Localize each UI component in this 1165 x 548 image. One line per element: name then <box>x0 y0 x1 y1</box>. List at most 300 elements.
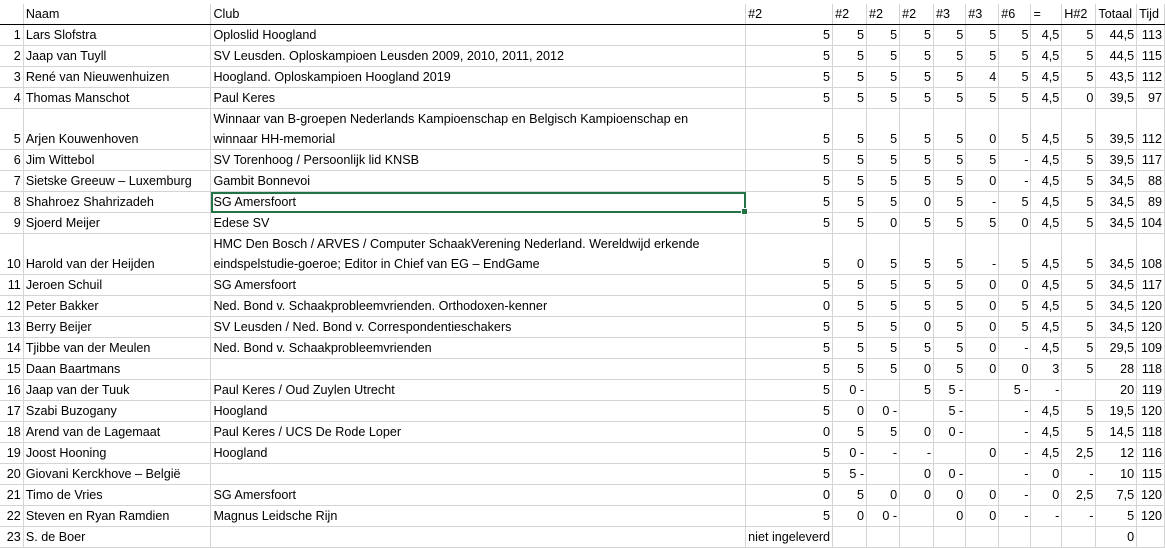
club-cell[interactable] <box>211 380 746 401</box>
score-cell[interactable]: 5 <box>867 171 900 192</box>
score-cell[interactable]: 5 <box>999 192 1031 213</box>
score-cell[interactable]: 5 <box>833 359 867 380</box>
score-cell[interactable]: 5 <box>833 275 867 296</box>
score-cell[interactable]: 117 <box>1137 150 1165 171</box>
score-cell[interactable]: 108 <box>1137 234 1165 275</box>
score-cell[interactable] <box>1031 527 1062 548</box>
score-cell[interactable]: 5 <box>1062 359 1096 380</box>
score-cell[interactable] <box>1062 380 1096 401</box>
row-number[interactable]: 20 <box>0 464 23 485</box>
score-cell[interactable]: 5 <box>746 275 833 296</box>
score-cell[interactable]: 5 <box>934 317 966 338</box>
club-cell[interactable] <box>211 464 746 485</box>
score-cell[interactable]: 5 <box>833 338 867 359</box>
club-cell[interactable] <box>211 485 746 506</box>
score-cell[interactable]: 5 <box>746 359 833 380</box>
score-cell[interactable] <box>966 422 999 443</box>
row-number[interactable]: 14 <box>0 338 23 359</box>
score-cell[interactable]: 5 <box>1062 25 1096 46</box>
name-cell[interactable]: Daan Baartmans <box>23 359 211 380</box>
club-cell[interactable] <box>211 317 746 338</box>
name-cell[interactable]: Giovani Kerckhove – België <box>23 464 211 485</box>
score-cell[interactable]: 0 - <box>867 506 900 527</box>
score-cell[interactable]: 5 <box>833 67 867 88</box>
score-cell[interactable]: 5 <box>1062 46 1096 67</box>
score-cell[interactable]: 2,5 <box>1062 485 1096 506</box>
club-cell[interactable] <box>211 527 746 548</box>
score-cell[interactable]: 0 <box>867 485 900 506</box>
score-cell[interactable]: 0 <box>900 464 934 485</box>
name-cell[interactable]: Lars Slofstra <box>23 25 211 46</box>
row-number[interactable]: 10 <box>0 234 23 275</box>
score-cell[interactable]: 34,5 <box>1096 275 1137 296</box>
score-cell[interactable]: 5 <box>1062 234 1096 275</box>
score-cell[interactable]: 2,5 <box>1062 443 1096 464</box>
row-number[interactable]: 4 <box>0 88 23 109</box>
score-cell[interactable]: 5 <box>1062 109 1096 150</box>
score-cell[interactable]: 5 <box>746 213 833 234</box>
score-cell[interactable]: 4,5 <box>1031 109 1062 150</box>
score-cell[interactable]: 5 <box>867 234 900 275</box>
score-cell[interactable]: 5 <box>746 67 833 88</box>
score-cell[interactable]: 5 <box>867 422 900 443</box>
score-cell[interactable] <box>1137 527 1165 548</box>
score-cell[interactable] <box>966 527 999 548</box>
club-cell[interactable] <box>211 192 746 213</box>
score-cell[interactable]: 5 - <box>833 464 867 485</box>
score-cell[interactable]: 0 <box>966 275 999 296</box>
score-cell[interactable]: 5 <box>1062 275 1096 296</box>
score-cell[interactable] <box>867 380 900 401</box>
score-cell[interactable]: 0 <box>900 485 934 506</box>
score-cell[interactable]: 0 <box>934 506 966 527</box>
score-cell[interactable]: 5 <box>746 25 833 46</box>
score-cell[interactable]: - <box>867 443 900 464</box>
score-cell[interactable]: 5 <box>934 234 966 275</box>
club-cell[interactable] <box>211 88 746 109</box>
score-cell[interactable]: 5 <box>999 234 1031 275</box>
score-cell[interactable]: 5 <box>867 317 900 338</box>
score-cell[interactable]: 0 - <box>934 422 966 443</box>
score-cell[interactable]: 5 <box>833 213 867 234</box>
row-number[interactable]: 6 <box>0 150 23 171</box>
score-cell[interactable]: 0 - <box>934 464 966 485</box>
row-number[interactable]: 22 <box>0 506 23 527</box>
score-cell[interactable]: 28 <box>1096 359 1137 380</box>
score-cell[interactable]: 5 <box>1062 422 1096 443</box>
club-cell[interactable] <box>211 443 746 464</box>
score-cell[interactable]: - <box>999 485 1031 506</box>
score-cell[interactable]: 118 <box>1137 422 1165 443</box>
score-cell[interactable]: 4,5 <box>1031 317 1062 338</box>
score-cell[interactable] <box>900 527 934 548</box>
row-number[interactable]: 19 <box>0 443 23 464</box>
score-cell[interactable]: 5 <box>833 422 867 443</box>
score-cell[interactable]: 0 <box>833 234 867 275</box>
club-cell[interactable] <box>211 25 746 46</box>
score-cell[interactable]: 5 <box>966 25 999 46</box>
score-cell[interactable]: 4,5 <box>1031 422 1062 443</box>
score-cell[interactable]: 5 <box>966 88 999 109</box>
club-cell[interactable] <box>211 171 746 192</box>
score-cell[interactable]: 5 <box>867 109 900 150</box>
row-number[interactable]: 12 <box>0 296 23 317</box>
score-cell[interactable]: 5 <box>900 296 934 317</box>
club-cell[interactable] <box>211 213 746 234</box>
score-cell[interactable]: 0 <box>746 422 833 443</box>
score-cell[interactable]: 43,5 <box>1096 67 1137 88</box>
score-cell[interactable]: 5 <box>966 150 999 171</box>
score-cell[interactable]: 5 <box>966 213 999 234</box>
club-cell[interactable] <box>211 401 746 422</box>
score-cell[interactable]: 5 <box>746 46 833 67</box>
name-cell[interactable]: Jaap van der Tuuk <box>23 380 211 401</box>
name-cell[interactable]: Sjoerd Meijer <box>23 213 211 234</box>
score-cell[interactable] <box>966 380 999 401</box>
score-cell[interactable]: 5 <box>900 25 934 46</box>
score-cell[interactable]: 5 <box>867 67 900 88</box>
column-header[interactable]: #2 <box>867 4 900 25</box>
score-cell[interactable]: 5 <box>966 46 999 67</box>
score-cell[interactable]: - <box>1031 506 1062 527</box>
score-cell[interactable]: 34,5 <box>1096 171 1137 192</box>
score-cell[interactable]: 29,5 <box>1096 338 1137 359</box>
score-cell[interactable]: 3 <box>1031 359 1062 380</box>
score-cell[interactable]: 118 <box>1137 359 1165 380</box>
score-cell[interactable]: 5 <box>999 67 1031 88</box>
score-cell[interactable]: 0 <box>966 506 999 527</box>
score-cell[interactable]: 5 <box>746 192 833 213</box>
score-cell[interactable]: 5 <box>867 359 900 380</box>
score-cell[interactable]: 5 <box>900 171 934 192</box>
score-cell[interactable]: 5 - <box>934 401 966 422</box>
score-cell[interactable]: - <box>999 506 1031 527</box>
row-number[interactable]: 1 <box>0 25 23 46</box>
row-number[interactable]: 5 <box>0 109 23 150</box>
column-header[interactable]: #2 <box>833 4 867 25</box>
club-cell[interactable] <box>211 506 746 527</box>
score-cell[interactable]: 5 <box>1062 171 1096 192</box>
row-number[interactable]: 21 <box>0 485 23 506</box>
score-cell[interactable]: 0 <box>966 296 999 317</box>
score-cell[interactable] <box>900 401 934 422</box>
score-cell[interactable]: 120 <box>1137 401 1165 422</box>
score-cell[interactable]: 88 <box>1137 171 1165 192</box>
score-cell[interactable]: 5 <box>833 192 867 213</box>
name-cell[interactable]: Thomas Manschot <box>23 88 211 109</box>
club-cell[interactable] <box>211 67 746 88</box>
score-cell[interactable]: 0 <box>999 275 1031 296</box>
club-cell[interactable] <box>211 234 746 275</box>
score-cell[interactable]: 5 <box>746 88 833 109</box>
name-cell[interactable]: Timo de Vries <box>23 485 211 506</box>
club-cell[interactable] <box>211 46 746 67</box>
club-cell[interactable] <box>211 109 746 150</box>
name-cell[interactable]: René van Nieuwenhuizen <box>23 67 211 88</box>
score-cell[interactable]: 5 <box>746 150 833 171</box>
score-cell[interactable]: 5 <box>1062 338 1096 359</box>
score-cell[interactable]: 113 <box>1137 25 1165 46</box>
score-cell[interactable]: 5 <box>867 192 900 213</box>
name-cell[interactable]: Sietske Greeuw – Luxemburg <box>23 171 211 192</box>
score-cell[interactable]: 5 <box>746 443 833 464</box>
name-cell[interactable]: S. de Boer <box>23 527 211 548</box>
name-cell[interactable]: Joost Hooning <box>23 443 211 464</box>
score-cell[interactable]: 4,5 <box>1031 150 1062 171</box>
column-header[interactable]: #6 <box>999 4 1031 25</box>
score-cell[interactable]: 5 <box>900 109 934 150</box>
score-cell[interactable]: 0 <box>867 213 900 234</box>
score-cell[interactable]: - <box>999 422 1031 443</box>
score-cell[interactable]: 112 <box>1137 109 1165 150</box>
score-cell[interactable]: 4,5 <box>1031 171 1062 192</box>
score-cell[interactable]: 5 <box>934 171 966 192</box>
score-cell[interactable]: 0 <box>1031 485 1062 506</box>
score-cell[interactable]: 20 <box>1096 380 1137 401</box>
name-cell[interactable]: Berry Beijer <box>23 317 211 338</box>
score-cell[interactable]: 5 - <box>999 380 1031 401</box>
score-cell[interactable]: 39,5 <box>1096 88 1137 109</box>
score-cell[interactable]: 5 <box>999 296 1031 317</box>
score-cell[interactable]: 34,5 <box>1096 296 1137 317</box>
score-cell[interactable]: 0 <box>999 359 1031 380</box>
score-cell[interactable]: 0 <box>966 171 999 192</box>
score-cell[interactable]: - <box>900 443 934 464</box>
score-cell[interactable]: 5 <box>934 213 966 234</box>
column-header[interactable] <box>0 4 23 25</box>
score-cell[interactable]: 5 <box>1062 213 1096 234</box>
name-cell[interactable]: Jaap van Tuyll <box>23 46 211 67</box>
score-cell[interactable]: 44,5 <box>1096 25 1137 46</box>
score-cell[interactable]: 5 <box>999 46 1031 67</box>
score-cell[interactable] <box>966 401 999 422</box>
score-cell[interactable]: 115 <box>1137 46 1165 67</box>
score-cell[interactable]: 0 <box>746 296 833 317</box>
row-number[interactable]: 18 <box>0 422 23 443</box>
score-cell[interactable] <box>966 464 999 485</box>
score-cell[interactable]: 5 <box>867 46 900 67</box>
score-cell[interactable]: 5 <box>900 67 934 88</box>
score-cell[interactable]: 34,5 <box>1096 192 1137 213</box>
score-cell[interactable]: 4,5 <box>1031 234 1062 275</box>
score-cell[interactable]: 4,5 <box>1031 296 1062 317</box>
score-cell[interactable]: 34,5 <box>1096 317 1137 338</box>
score-cell[interactable]: 5 <box>934 150 966 171</box>
column-header[interactable]: #3 <box>934 4 966 25</box>
score-cell[interactable]: 5 <box>1062 67 1096 88</box>
score-cell[interactable]: 5 <box>900 213 934 234</box>
name-cell[interactable]: Shahroez Shahrizadeh <box>23 192 211 213</box>
score-cell[interactable]: 117 <box>1137 275 1165 296</box>
club-cell[interactable] <box>211 275 746 296</box>
name-cell[interactable]: Peter Bakker <box>23 296 211 317</box>
club-cell[interactable] <box>211 296 746 317</box>
column-header[interactable]: = <box>1031 4 1062 25</box>
fill-handle[interactable] <box>741 208 748 215</box>
score-cell[interactable]: - <box>999 171 1031 192</box>
row-number[interactable]: 17 <box>0 401 23 422</box>
score-cell[interactable]: 5 <box>999 88 1031 109</box>
score-cell[interactable]: 0 - <box>833 443 867 464</box>
score-cell[interactable]: - <box>999 338 1031 359</box>
score-cell[interactable]: 4,5 <box>1031 338 1062 359</box>
score-cell[interactable]: - <box>1062 506 1096 527</box>
name-cell[interactable]: Harold van der Heijden <box>23 234 211 275</box>
score-cell[interactable]: 4,5 <box>1031 192 1062 213</box>
score-cell[interactable]: 0 <box>934 485 966 506</box>
score-cell[interactable]: 34,5 <box>1096 213 1137 234</box>
name-cell[interactable]: Szabi Buzogany <box>23 401 211 422</box>
score-cell[interactable]: 120 <box>1137 485 1165 506</box>
score-cell[interactable]: 4,5 <box>1031 25 1062 46</box>
score-cell[interactable]: 5 <box>934 192 966 213</box>
score-cell[interactable]: 119 <box>1137 380 1165 401</box>
score-cell[interactable]: 109 <box>1137 338 1165 359</box>
score-cell[interactable]: 5 <box>833 46 867 67</box>
score-cell[interactable]: 5 <box>833 150 867 171</box>
score-cell[interactable]: 5 <box>833 25 867 46</box>
score-cell[interactable]: 7,5 <box>1096 485 1137 506</box>
score-cell[interactable]: 112 <box>1137 67 1165 88</box>
score-cell[interactable]: 97 <box>1137 88 1165 109</box>
score-cell[interactable]: 0 <box>966 485 999 506</box>
row-number[interactable]: 23 <box>0 527 23 548</box>
column-header[interactable]: Tijd <box>1137 4 1165 25</box>
score-cell[interactable]: 0 <box>900 317 934 338</box>
score-cell[interactable]: - <box>999 443 1031 464</box>
score-cell[interactable]: - <box>1062 464 1096 485</box>
score-cell[interactable]: 5 <box>900 275 934 296</box>
score-cell[interactable]: 5 <box>746 317 833 338</box>
score-cell[interactable]: - <box>999 464 1031 485</box>
score-cell[interactable] <box>934 443 966 464</box>
score-cell[interactable]: 115 <box>1137 464 1165 485</box>
score-cell[interactable]: 5 <box>833 109 867 150</box>
score-cell[interactable]: 120 <box>1137 296 1165 317</box>
row-number[interactable]: 7 <box>0 171 23 192</box>
score-cell[interactable]: 89 <box>1137 192 1165 213</box>
score-cell[interactable]: 5 <box>900 380 934 401</box>
score-cell[interactable]: - <box>966 234 999 275</box>
score-cell[interactable]: 14,5 <box>1096 422 1137 443</box>
row-number[interactable]: 11 <box>0 275 23 296</box>
score-cell[interactable]: 5 <box>1096 506 1137 527</box>
score-cell[interactable]: 12 <box>1096 443 1137 464</box>
score-cell[interactable]: 5 <box>999 25 1031 46</box>
column-header[interactable]: #2 <box>746 4 833 25</box>
score-cell[interactable]: 0 <box>1031 464 1062 485</box>
score-cell[interactable] <box>1062 527 1096 548</box>
score-cell[interactable]: 5 <box>746 506 833 527</box>
score-cell[interactable]: 0 <box>966 109 999 150</box>
score-cell[interactable]: 120 <box>1137 506 1165 527</box>
score-cell[interactable]: 0 <box>833 506 867 527</box>
score-cell[interactable]: 5 <box>900 338 934 359</box>
score-cell[interactable]: 5 <box>934 46 966 67</box>
score-cell[interactable] <box>867 527 900 548</box>
score-cell[interactable]: 5 <box>746 401 833 422</box>
score-cell[interactable]: 5 <box>900 88 934 109</box>
score-cell[interactable]: 0 <box>966 317 999 338</box>
score-cell[interactable] <box>746 527 833 548</box>
club-cell[interactable] <box>211 422 746 443</box>
score-cell[interactable]: 5 <box>867 150 900 171</box>
score-cell[interactable]: 5 <box>999 317 1031 338</box>
score-cell[interactable]: 5 - <box>934 380 966 401</box>
column-header[interactable]: #3 <box>966 4 999 25</box>
score-cell[interactable]: 0 <box>900 192 934 213</box>
score-cell[interactable]: 34,5 <box>1096 234 1137 275</box>
score-cell[interactable] <box>934 527 966 548</box>
score-cell[interactable]: 4,5 <box>1031 401 1062 422</box>
score-cell[interactable]: 4 <box>966 67 999 88</box>
score-cell[interactable]: 5 <box>833 296 867 317</box>
row-number[interactable]: 3 <box>0 67 23 88</box>
score-cell[interactable]: 5 <box>1062 296 1096 317</box>
name-cell[interactable]: Arend van de Lagemaat <box>23 422 211 443</box>
score-cell[interactable]: 5 <box>934 275 966 296</box>
score-cell[interactable]: 5 <box>1062 192 1096 213</box>
score-cell[interactable]: 5 <box>934 359 966 380</box>
row-number[interactable]: 16 <box>0 380 23 401</box>
score-cell[interactable]: 0 - <box>833 380 867 401</box>
score-cell[interactable]: 39,5 <box>1096 109 1137 150</box>
score-cell[interactable]: - <box>999 150 1031 171</box>
score-cell[interactable]: 120 <box>1137 317 1165 338</box>
score-cell[interactable]: 5 <box>1062 401 1096 422</box>
score-cell[interactable]: 5 <box>934 67 966 88</box>
score-cell[interactable]: 5 <box>934 338 966 359</box>
name-cell[interactable]: Jim Wittebol <box>23 150 211 171</box>
column-header[interactable]: Totaal <box>1096 4 1137 25</box>
row-number[interactable]: 2 <box>0 46 23 67</box>
score-cell[interactable]: 10 <box>1096 464 1137 485</box>
score-cell[interactable]: - <box>999 401 1031 422</box>
score-cell[interactable] <box>999 527 1031 548</box>
column-header[interactable]: Naam <box>23 4 211 25</box>
score-cell[interactable]: 5 <box>999 109 1031 150</box>
score-cell[interactable] <box>900 506 934 527</box>
score-cell[interactable]: 0 <box>966 359 999 380</box>
score-cell[interactable]: 4,5 <box>1031 275 1062 296</box>
score-cell[interactable]: 0 - <box>867 401 900 422</box>
score-cell[interactable]: 0 <box>746 485 833 506</box>
score-cell[interactable]: 5 <box>867 275 900 296</box>
score-cell[interactable]: 5 <box>1062 317 1096 338</box>
score-cell[interactable]: 5 <box>934 109 966 150</box>
score-cell[interactable]: 5 <box>867 296 900 317</box>
score-cell[interactable]: 5 <box>746 464 833 485</box>
row-number[interactable]: 15 <box>0 359 23 380</box>
score-cell[interactable]: 0 <box>1096 527 1137 548</box>
column-header[interactable]: H#2 <box>1062 4 1096 25</box>
score-cell[interactable]: 5 <box>833 171 867 192</box>
score-cell[interactable]: 5 <box>867 88 900 109</box>
score-cell[interactable]: 5 <box>867 25 900 46</box>
column-header[interactable]: #2 <box>900 4 934 25</box>
score-cell[interactable]: 4,5 <box>1031 67 1062 88</box>
score-cell[interactable]: 0 <box>999 213 1031 234</box>
name-cell[interactable]: Steven en Ryan Ramdien <box>23 506 211 527</box>
score-cell[interactable]: 5 <box>934 88 966 109</box>
row-number[interactable]: 9 <box>0 213 23 234</box>
score-cell[interactable]: 5 <box>1062 150 1096 171</box>
score-cell[interactable]: 4,5 <box>1031 88 1062 109</box>
score-cell[interactable]: 5 <box>934 296 966 317</box>
score-cell[interactable]: 5 <box>746 109 833 150</box>
score-cell[interactable]: 19,5 <box>1096 401 1137 422</box>
score-cell[interactable]: 4,5 <box>1031 213 1062 234</box>
